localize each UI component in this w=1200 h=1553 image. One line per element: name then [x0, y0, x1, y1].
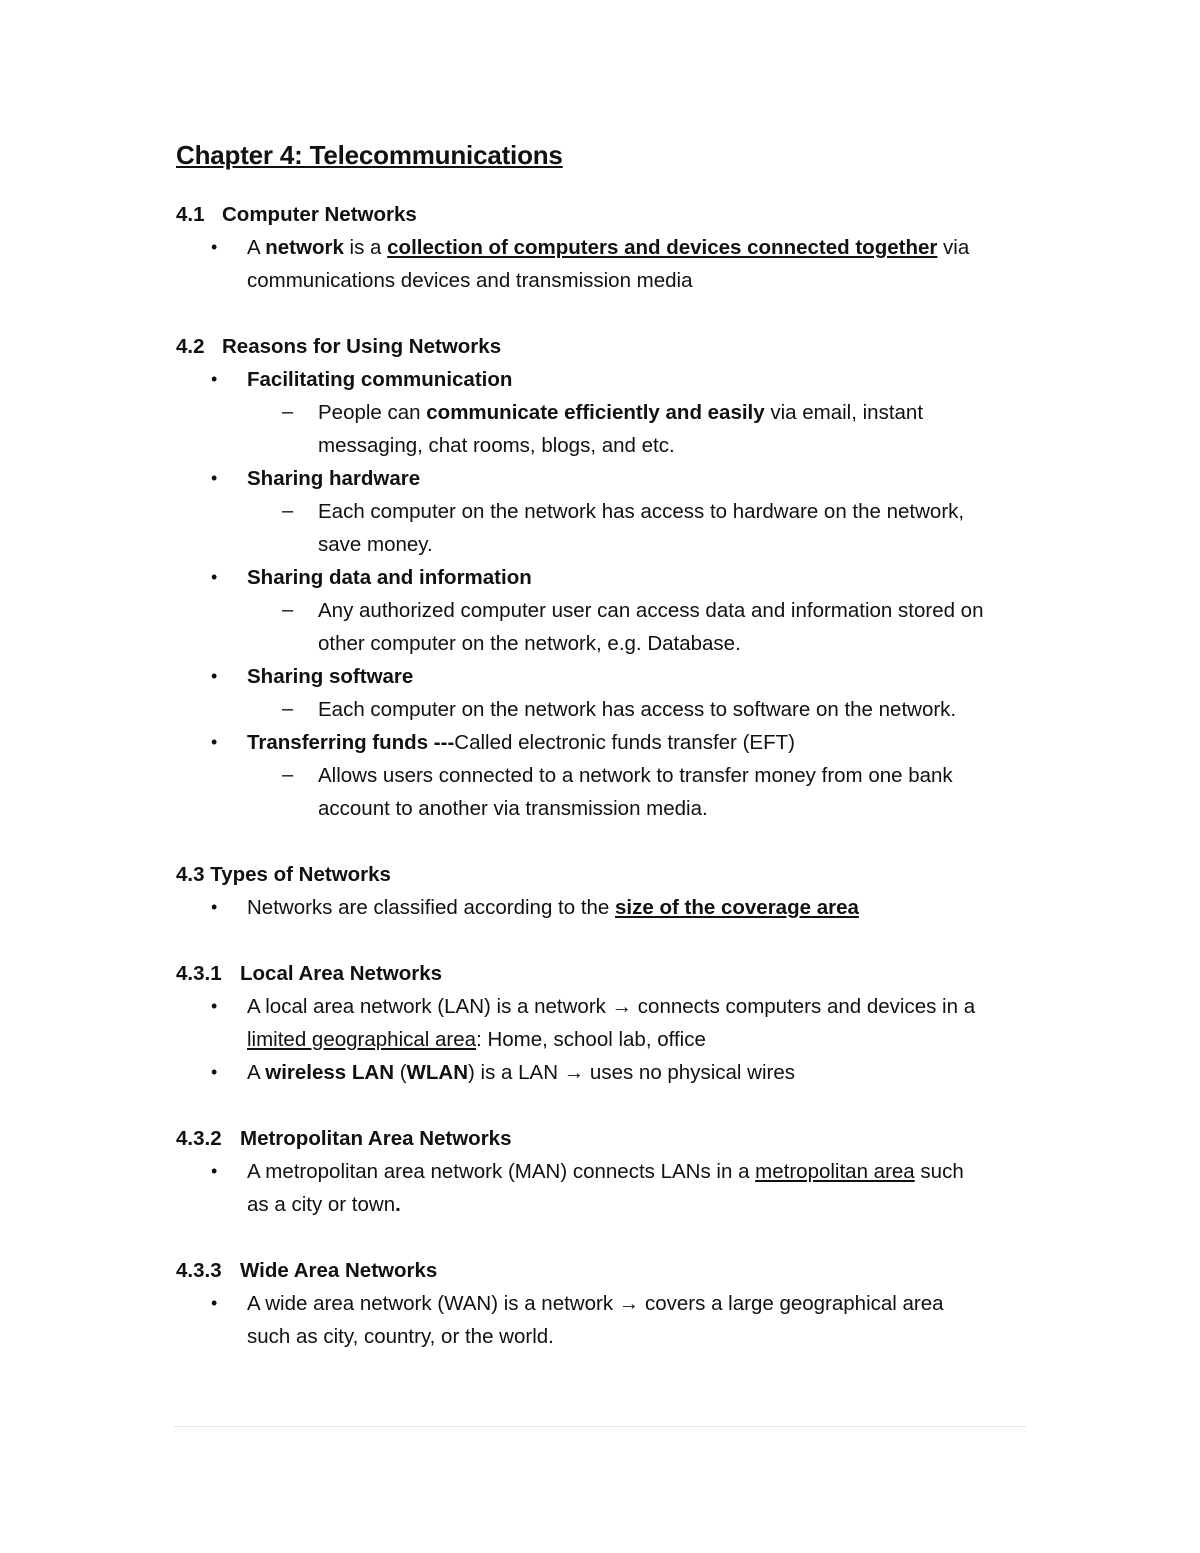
text-run: covers a large geographical area	[639, 1292, 944, 1315]
section-title: Wide Area Networks	[240, 1259, 438, 1282]
section-heading-4-3-3	[176, 1254, 437, 1287]
text-run: A wide area network (WAN) is a network	[247, 1292, 619, 1315]
text-run: A local area network (LAN) is a network	[247, 995, 612, 1018]
section-number: 4.2	[176, 335, 205, 358]
section-heading-4-3-1	[176, 957, 442, 990]
bullet-icon: •	[211, 666, 218, 686]
bullet-icon: •	[211, 1161, 218, 1181]
text-run: : Home, school lab, office	[476, 1028, 706, 1051]
dash-icon: –	[282, 599, 294, 621]
dash-icon: –	[282, 500, 294, 522]
section-number: 4.3.2	[176, 1127, 222, 1150]
text-run: People can	[318, 401, 427, 424]
text-run: via	[937, 236, 970, 259]
bullet-icon: •	[211, 369, 218, 389]
sub-list-item-continuation: messaging, chat rooms, blogs, and etc.	[318, 434, 675, 457]
section-title: Reasons for Using Networks	[222, 335, 502, 358]
bold-text: network	[265, 236, 344, 259]
section-heading-4-1	[176, 198, 417, 231]
bullet-icon: •	[211, 897, 218, 917]
list-item-heading: Sharing software	[247, 665, 414, 688]
bullet-icon: •	[211, 732, 218, 752]
list-item-continuation	[247, 1023, 706, 1056]
text-run: Networks are classified according to the	[247, 896, 616, 919]
text-run: such	[914, 1160, 964, 1183]
text-run: Called electronic funds transfer (EFT)	[454, 731, 795, 754]
arrow-right-icon: →	[563, 1061, 585, 1084]
chapter-title: Chapter 4: Telecommunications	[176, 140, 563, 170]
text-run: A	[247, 236, 266, 259]
list-item-heading: Sharing hardware	[247, 467, 421, 490]
section-title: Computer Networks	[222, 203, 417, 226]
text-run: uses no physical wires	[584, 1061, 796, 1084]
bullet-icon: •	[211, 237, 218, 257]
sub-list-item: Allows users connected to a network to transfer money from one bank	[318, 764, 953, 787]
section-title: Metropolitan Area Networks	[240, 1127, 512, 1150]
list-item-continuation: communications devices and transmission media	[247, 269, 693, 292]
dash-icon: –	[282, 401, 294, 423]
list-item	[247, 1287, 944, 1320]
text-run: (	[394, 1061, 407, 1084]
bullet-icon: •	[211, 1062, 218, 1082]
list-item-heading: Facilitating communication	[247, 368, 513, 391]
list-item-heading: Sharing data and information	[247, 566, 532, 589]
sub-list-item-continuation: save money.	[318, 533, 433, 556]
list-item	[247, 1056, 795, 1089]
bullet-icon: •	[211, 567, 218, 587]
section-heading-4-3: 4.3 Types of Networks	[176, 863, 391, 886]
text-run: via email, instant	[764, 401, 924, 424]
list-item	[247, 231, 969, 264]
section-number: 4.3.1	[176, 962, 222, 985]
bullet-icon: •	[211, 996, 218, 1016]
list-item	[247, 891, 859, 924]
bullet-icon: •	[211, 468, 218, 488]
bold-text: wireless LAN	[265, 1061, 394, 1084]
bold-text: .	[395, 1193, 401, 1216]
section-number: 4.3.3	[176, 1259, 222, 1282]
sub-list-item: Any authorized computer user can access data and information stored on	[318, 599, 984, 622]
text-run: ) is a LAN	[468, 1061, 564, 1084]
list-item-continuation	[247, 1188, 401, 1221]
sub-list-item: Each computer on the network has access to hardware on the network,	[318, 500, 965, 523]
list-item-continuation: such as city, country, or the world.	[247, 1325, 554, 1348]
sub-list-item-continuation: other computer on the network, e.g. Database.	[318, 632, 741, 655]
text-run: A metropolitan area network (MAN) connects LANs in a	[247, 1160, 756, 1183]
list-item-heading	[247, 726, 795, 759]
underlined-text: metropolitan area	[755, 1160, 915, 1183]
sub-list-item-continuation: account to another via transmission media.	[318, 797, 708, 820]
section-heading-4-2	[176, 330, 501, 363]
list-item	[247, 990, 975, 1023]
dash-icon: –	[282, 698, 294, 720]
section-number: 4.1	[176, 203, 205, 226]
text-run: connects computers and devices in a	[632, 995, 976, 1018]
text-run: A	[247, 1061, 266, 1084]
arrow-right-icon: →	[611, 995, 633, 1018]
text-run: is a	[343, 236, 388, 259]
sub-list-item	[318, 396, 923, 429]
section-title: Local Area Networks	[240, 962, 443, 985]
underlined-bold-text: size of the coverage area	[615, 896, 859, 919]
section-heading-4-3-2	[176, 1122, 512, 1155]
bold-text: communicate efficiently and easily	[426, 401, 765, 424]
sub-list-item: Each computer on the network has access to software on the network.	[318, 698, 957, 721]
dash-icon: –	[282, 764, 294, 786]
bullet-icon: •	[211, 1293, 218, 1313]
text-run: as a city or town	[247, 1193, 396, 1216]
arrow-right-icon: →	[618, 1292, 640, 1315]
footer-divider	[174, 1426, 1026, 1427]
underlined-bold-text: collection of computers and devices connected together	[387, 236, 938, 259]
underlined-text: limited geographical area	[247, 1028, 477, 1051]
bold-text: Transferring funds ---	[247, 731, 455, 754]
list-item	[247, 1155, 964, 1188]
bold-text: WLAN	[406, 1061, 469, 1084]
